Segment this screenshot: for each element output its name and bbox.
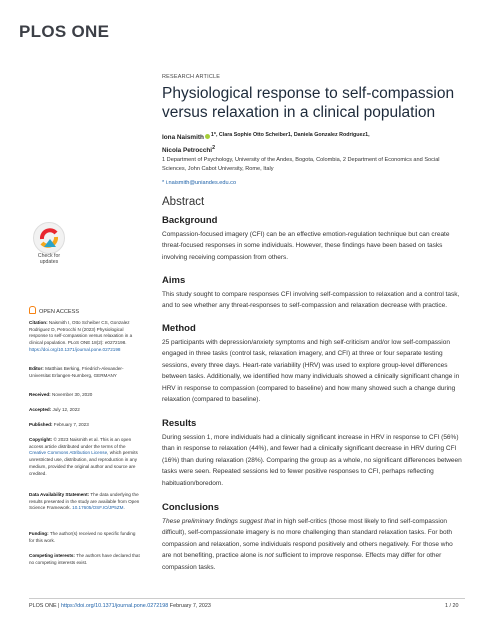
footer-doi-link[interactable]: https://doi.org/10.1371/journal.pone.0272198 [60, 603, 169, 609]
author-name: Nicola Petrocchi [162, 147, 213, 155]
results-text: During session 1, more individuals had a clinically significant increase in HRV in response to CFI (56%) than in response to relaxation (44%), and fewer had a clinically significant decrease in HRV during CFI (16%) than during relaxation (28%). Comparing the group as a whole, no significant differences between tasks were seen. Repeated sessions led to fewer positive responses to CFI, perhaps reflecting habituation/boredom. [162, 434, 462, 487]
competing-interests-block [29, 553, 141, 566]
received-date: November 30, 2020 [50, 392, 93, 397]
data-availability-label: Data Availability Statement: [29, 492, 90, 497]
copyright-text: © 2023 Naismith et al. This is an open access article distributed under the terms of the [29, 437, 132, 449]
citation-block [29, 320, 141, 354]
editor-text: Matthias Berking, Friedrich-Alexander-Universitat Erlangen-Nurnberg, GERMANY [29, 366, 124, 378]
check-for-updates-button[interactable] [33, 222, 65, 270]
conclusions-heading: Conclusions [162, 502, 220, 513]
article-type: RESEARCH ARTICLE [162, 74, 221, 80]
page-number: 1 / 20 [445, 603, 459, 609]
license-link[interactable]: Creative Commons Attribution License [29, 450, 108, 456]
copyright-block [29, 437, 141, 477]
check-updates-label [31, 253, 67, 265]
corresponding-email[interactable]: * i.naismith@uniandes.edu.co [162, 180, 237, 186]
published-block [29, 422, 141, 429]
osf-link[interactable]: 10.17605/OSF.IO/JP5ZM [72, 505, 124, 511]
author-list [162, 130, 462, 156]
article-title: Physiological response to self-compassion versus relaxation in a clinical population [162, 85, 455, 121]
author-affil: 1, Daniela Gonzalez Rodriguez [287, 132, 366, 138]
funding-block [29, 531, 141, 544]
footer-citation [29, 603, 211, 609]
abstract-heading: Abstract [162, 196, 205, 208]
open-access-badge [29, 306, 79, 315]
footer-date: February 7, 2023 [168, 603, 211, 609]
published-date: February 7, 2023 [52, 422, 89, 427]
conclusions-body: in high self-critics (those most likely to find self-compassion difficult), self-compassionate imagery is no more challenging than standard relaxation tasks. For both compassion and relaxation, some individuals respond positively and others negatively. For those who are not benefiting, practice alone is [162, 518, 453, 560]
citation-doi-link[interactable]: https://doi.org/10.1371/journal.pone.0272198 [29, 346, 121, 352]
citation-text: Naismith I, Otto Scheiber CS, Gonzalez Rodriguez D, Petrocchi N (2023) Physiological response to self-compassion versus relaxation in a clinical population. PLoS ONE 18(2): e0272198. [29, 320, 133, 346]
open-access-icon [29, 306, 36, 314]
author-affil: 2 [212, 145, 216, 152]
background-text: Compassion-focused imagery (CFI) can be an effective emotion-regulation technique but can create threat-focused responses in some individuals. However, these findings have been based on tasks involving receiving compassion from others. [162, 231, 450, 261]
conclusions-text [162, 516, 462, 573]
conclusions-end: sufficient to improve response. Effects may differ for other compassion tasks. [162, 552, 442, 571]
check-updates-line2: updates [39, 259, 59, 266]
open-access-label: OPEN ACCESS [39, 309, 80, 315]
journal-logo: PLOS ONE [19, 22, 110, 41]
author-affil: 1, [365, 132, 370, 138]
data-availability-text: The data underlying the results presented in the study are available from Open Science Framework. [29, 492, 140, 511]
check-updates-icon [33, 222, 65, 254]
author-affil: 1*, Clara Sophie Otto Scheiber [210, 132, 288, 138]
aims-heading: Aims [162, 275, 186, 286]
competing-interests-label: Competing interests: [29, 553, 75, 558]
received-block [29, 392, 141, 399]
author-name: Iona Naismith [162, 134, 204, 142]
data-availability-block [29, 492, 141, 512]
method-heading: Method [162, 323, 196, 334]
editor-block [29, 366, 141, 379]
orcid-icon[interactable] [205, 134, 210, 139]
conclusions-italic: These preliminary findings suggest that [162, 518, 276, 525]
aims-text: This study sought to compare responses CFI involving self-compassion to relaxation and a control task, and to see whether any threat-responses to self-compassion and relaxation decrease with practice. [162, 291, 460, 310]
accepted-block [29, 407, 141, 414]
footer-divider [29, 598, 465, 599]
copyright-text-end: , which permits unrestricted use, distribution, and reproduction in any medium, provided the original author and source are credited. [29, 450, 138, 476]
copyright-label: Copyright: [29, 437, 53, 442]
affiliations: 1 Department of Psychology, University of the Andes, Bogota, Colombia, 2 Department of Economics and Social Sciences, John Cabot University, Rome, Italy [162, 157, 440, 172]
data-availability-end: . [123, 505, 125, 511]
check-updates-line1: Check for [37, 253, 61, 259]
funding-label: Funding: [29, 531, 49, 536]
results-heading: Results [162, 418, 197, 429]
editor-label: Editor: [29, 366, 44, 371]
citation-label: Citation: [29, 320, 48, 325]
background-heading: Background [162, 215, 218, 226]
method-text: 25 participants with depression/anxiety symptoms and high self-criticism and/or low self-compassion engaged in three tasks (control task, relaxation imagery, and CFI) at three or four separate testing sessions, every three days. Heart-rate variability (HRV) was used to explore group-level differences between tasks. Additionally, we identified how many individuals showed a clinically significant change in HRV in response to compassion (compared to baseline) and how many showed such a change during relaxation (compared to baseline). [162, 339, 460, 404]
funding-text: The author(s) received no specific funding for this work. [29, 531, 136, 543]
accepted-label: Accepted: [29, 407, 52, 412]
received-label: Received: [29, 392, 51, 397]
footer-journal: PLOS ONE | [29, 603, 61, 609]
accepted-date: July 12, 2022 [51, 407, 80, 412]
conclusions-emphasis: not [264, 552, 274, 560]
published-label: Published: [29, 422, 53, 427]
competing-interests-text: The authors have declared that no competing interests exist. [29, 553, 140, 565]
